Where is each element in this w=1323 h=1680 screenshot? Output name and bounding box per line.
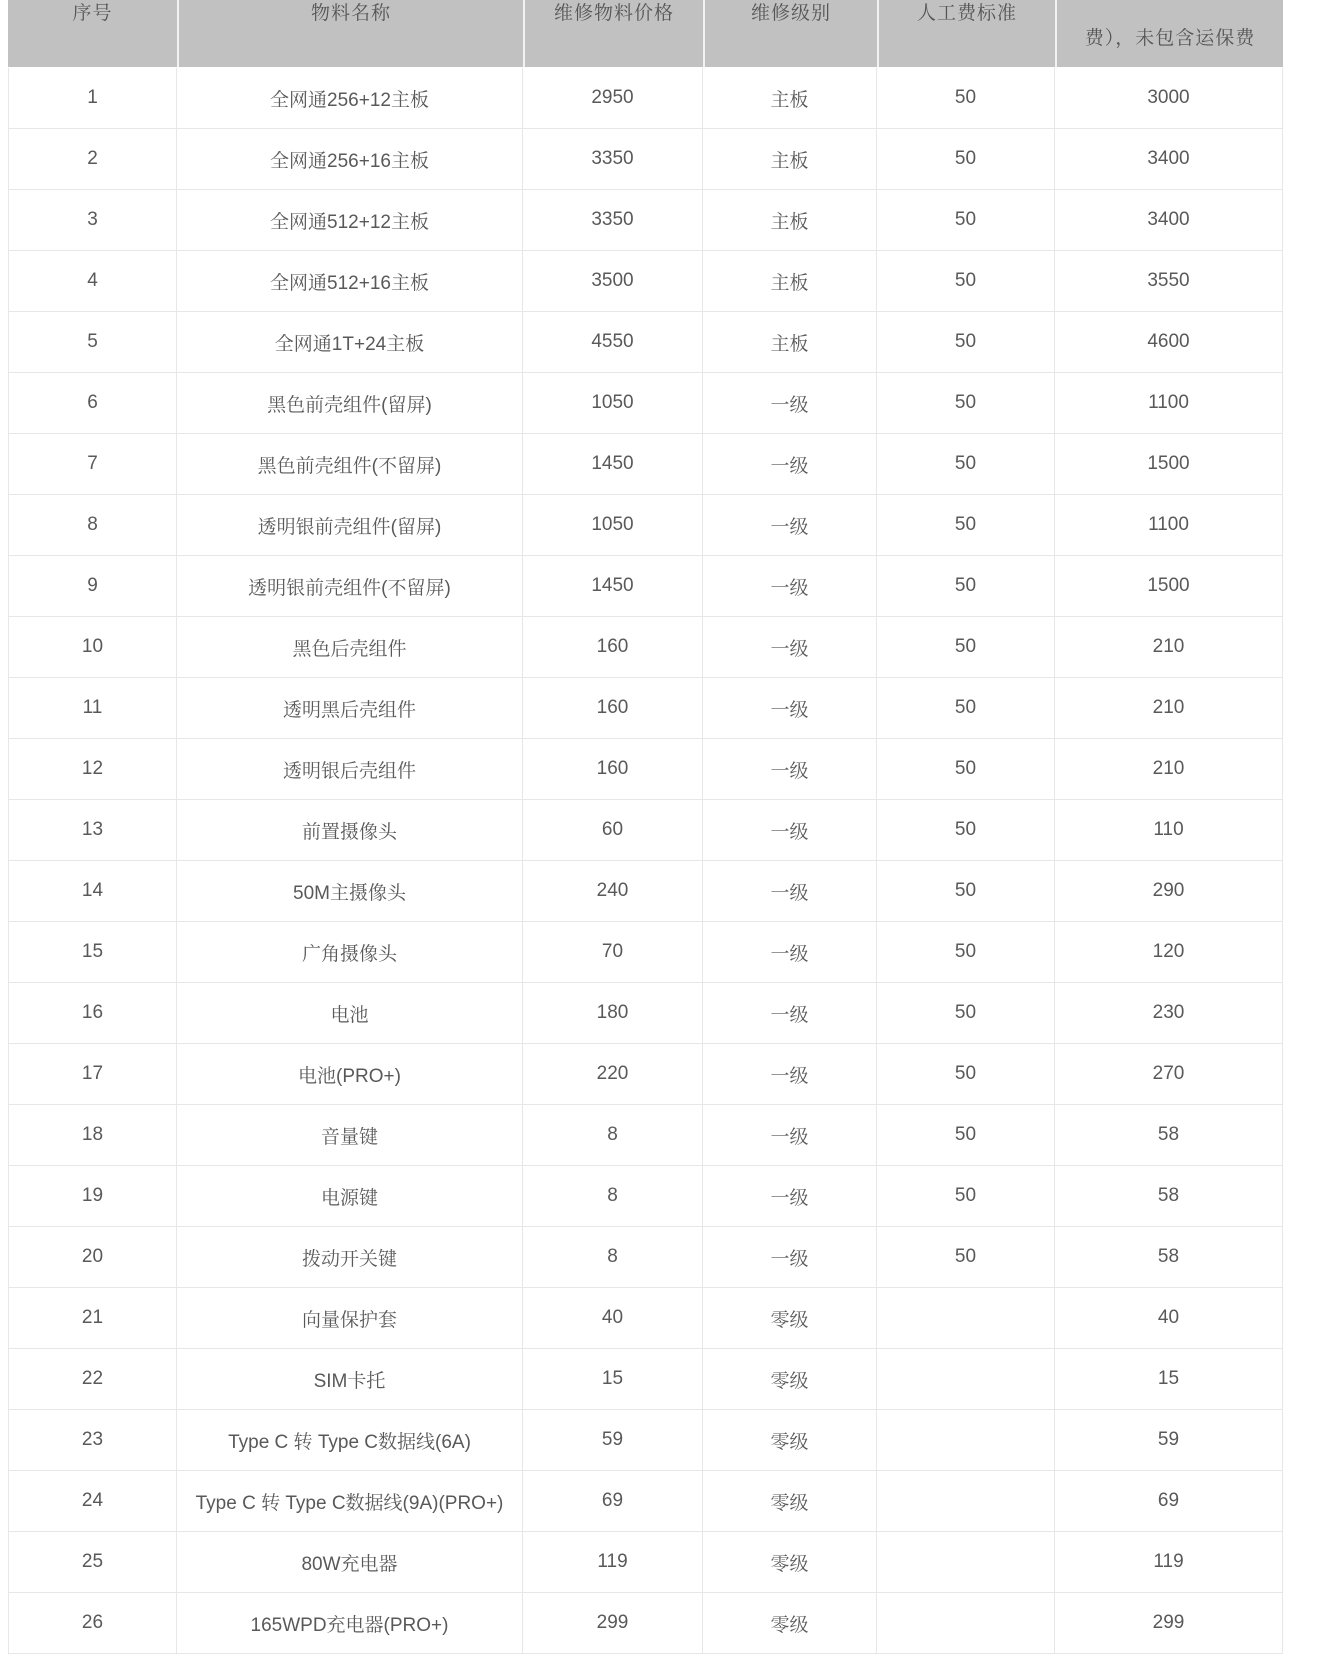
cell-price: 60	[523, 800, 703, 860]
table-row	[8, 1410, 1283, 1471]
cell-labor	[877, 1349, 1055, 1409]
cell-total: 270	[1055, 1044, 1283, 1104]
table-row	[8, 861, 1283, 922]
cell-no: 11	[8, 678, 177, 738]
cell-name: 拨动开关键	[177, 1227, 523, 1287]
cell-name: 全网通256+12主板	[177, 68, 523, 128]
cell-labor: 50	[877, 678, 1055, 738]
table-row	[8, 1532, 1283, 1593]
table-row	[8, 68, 1283, 129]
cell-name: 50M主摄像头	[177, 861, 523, 921]
cell-total: 58	[1055, 1227, 1283, 1287]
cell-price: 240	[523, 861, 703, 921]
table-row	[8, 739, 1283, 800]
cell-no: 20	[8, 1227, 177, 1287]
cell-price: 70	[523, 922, 703, 982]
cell-total: 290	[1055, 861, 1283, 921]
table-row	[8, 1166, 1283, 1227]
cell-no: 6	[8, 373, 177, 433]
table-row	[8, 983, 1283, 1044]
cell-name: 透明银前壳组件(留屏)	[177, 495, 523, 555]
table-row	[8, 1593, 1283, 1654]
cell-total: 1500	[1055, 556, 1283, 616]
table-row	[8, 1471, 1283, 1532]
cell-no: 5	[8, 312, 177, 372]
cell-name: 电池	[177, 983, 523, 1043]
cell-total: 210	[1055, 617, 1283, 677]
cell-level: 一级	[703, 922, 877, 982]
header-label-labor: 人工费标准	[916, 3, 1017, 24]
table-row	[8, 800, 1283, 861]
cell-total: 3550	[1055, 251, 1283, 311]
cell-name: 音量键	[177, 1105, 523, 1165]
cell-price: 299	[523, 1593, 703, 1653]
cell-no: 26	[8, 1593, 177, 1653]
cell-price: 3500	[523, 251, 703, 311]
cell-price: 160	[523, 678, 703, 738]
table-row	[8, 1288, 1283, 1349]
cell-name: 透明银后壳组件	[177, 739, 523, 799]
cell-labor: 50	[877, 800, 1055, 860]
cell-price: 59	[523, 1410, 703, 1470]
header-cell-labor	[877, 0, 1055, 67]
table-row	[8, 1349, 1283, 1410]
cell-labor: 50	[877, 861, 1055, 921]
cell-level: 一级	[703, 1166, 877, 1226]
cell-name: 黑色后壳组件	[177, 617, 523, 677]
cell-labor: 50	[877, 312, 1055, 372]
cell-level: 一级	[703, 373, 877, 433]
cell-no: 10	[8, 617, 177, 677]
table-row	[8, 373, 1283, 434]
header-cell-level	[703, 0, 877, 67]
cell-labor	[877, 1471, 1055, 1531]
cell-labor	[877, 1532, 1055, 1592]
table-row	[8, 922, 1283, 983]
cell-price: 160	[523, 739, 703, 799]
cell-level: 一级	[703, 434, 877, 494]
cell-labor	[877, 1593, 1055, 1653]
cell-total: 3400	[1055, 190, 1283, 250]
repair-price-table	[8, 0, 1283, 1654]
cell-name: 全网通1T+24主板	[177, 312, 523, 372]
cell-no: 18	[8, 1105, 177, 1165]
cell-name: 全网通512+12主板	[177, 190, 523, 250]
table-row	[8, 312, 1283, 373]
cell-name: 电池(PRO+)	[177, 1044, 523, 1104]
cell-level: 一级	[703, 739, 877, 799]
cell-total: 1100	[1055, 373, 1283, 433]
cell-price: 119	[523, 1532, 703, 1592]
cell-total: 110	[1055, 800, 1283, 860]
cell-no: 24	[8, 1471, 177, 1531]
cell-total: 210	[1055, 678, 1283, 738]
cell-no: 3	[8, 190, 177, 250]
cell-no: 12	[8, 739, 177, 799]
cell-level: 零级	[703, 1288, 877, 1348]
cell-total: 58	[1055, 1166, 1283, 1226]
cell-name: 80W充电器	[177, 1532, 523, 1592]
table-row	[8, 495, 1283, 556]
cell-level: 主板	[703, 129, 877, 189]
cell-no: 23	[8, 1410, 177, 1470]
cell-name: 前置摄像头	[177, 800, 523, 860]
cell-level: 一级	[703, 800, 877, 860]
cell-price: 8	[523, 1105, 703, 1165]
cell-labor: 50	[877, 68, 1055, 128]
cell-price: 2950	[523, 68, 703, 128]
cell-price: 1450	[523, 434, 703, 494]
cell-labor	[877, 1288, 1055, 1348]
cell-price: 8	[523, 1227, 703, 1287]
cell-level: 一级	[703, 1227, 877, 1287]
header-label-level: 维修级别	[750, 3, 831, 24]
cell-name: 黑色前壳组件(不留屏)	[177, 434, 523, 494]
cell-no: 13	[8, 800, 177, 860]
cell-price: 180	[523, 983, 703, 1043]
header-label-total: 费），未包含运保费	[1084, 28, 1256, 49]
cell-level: 零级	[703, 1593, 877, 1653]
cell-no: 21	[8, 1288, 177, 1348]
cell-total: 69	[1055, 1471, 1283, 1531]
cell-labor: 50	[877, 922, 1055, 982]
table-row	[8, 617, 1283, 678]
cell-level: 一级	[703, 495, 877, 555]
cell-level: 一级	[703, 1044, 877, 1104]
cell-price: 40	[523, 1288, 703, 1348]
cell-no: 4	[8, 251, 177, 311]
cell-total: 3400	[1055, 129, 1283, 189]
cell-price: 3350	[523, 190, 703, 250]
table-row	[8, 434, 1283, 495]
cell-no: 8	[8, 495, 177, 555]
header-cell-price	[523, 0, 703, 67]
cell-total: 4600	[1055, 312, 1283, 372]
cell-labor: 50	[877, 617, 1055, 677]
cell-no: 7	[8, 434, 177, 494]
cell-labor: 50	[877, 373, 1055, 433]
header-cell-no	[8, 0, 177, 67]
cell-name: Type C 转 Type C数据线(6A)	[177, 1410, 523, 1470]
cell-level: 主板	[703, 190, 877, 250]
cell-level: 一级	[703, 556, 877, 616]
cell-no: 17	[8, 1044, 177, 1104]
cell-labor	[877, 1410, 1055, 1470]
cell-level: 零级	[703, 1532, 877, 1592]
header-label-price: 维修物料价格	[553, 3, 674, 24]
cell-total: 119	[1055, 1532, 1283, 1592]
cell-price: 160	[523, 617, 703, 677]
cell-labor: 50	[877, 1044, 1055, 1104]
cell-labor: 50	[877, 495, 1055, 555]
cell-name: 电源键	[177, 1166, 523, 1226]
cell-total: 230	[1055, 983, 1283, 1043]
header-label-name: 物料名称	[310, 3, 391, 24]
header-cell-total	[1055, 0, 1283, 67]
cell-total: 3000	[1055, 68, 1283, 128]
cell-price: 220	[523, 1044, 703, 1104]
cell-level: 零级	[703, 1349, 877, 1409]
cell-no: 16	[8, 983, 177, 1043]
cell-price: 3350	[523, 129, 703, 189]
cell-price: 1450	[523, 556, 703, 616]
cell-total: 299	[1055, 1593, 1283, 1653]
cell-name: Type C 转 Type C数据线(9A)(PRO+)	[177, 1471, 523, 1531]
table-row	[8, 556, 1283, 617]
cell-no: 19	[8, 1166, 177, 1226]
cell-no: 2	[8, 129, 177, 189]
table-row	[8, 1227, 1283, 1288]
cell-no: 22	[8, 1349, 177, 1409]
cell-no: 1	[8, 68, 177, 128]
cell-labor: 50	[877, 1166, 1055, 1226]
cell-total: 1500	[1055, 434, 1283, 494]
cell-total: 1100	[1055, 495, 1283, 555]
cell-labor: 50	[877, 434, 1055, 494]
table-row	[8, 129, 1283, 190]
cell-name: 165WPD充电器(PRO+)	[177, 1593, 523, 1653]
cell-total: 210	[1055, 739, 1283, 799]
cell-level: 一级	[703, 983, 877, 1043]
cell-name: SIM卡托	[177, 1349, 523, 1409]
cell-name: 黑色前壳组件(留屏)	[177, 373, 523, 433]
cell-name: 全网通512+16主板	[177, 251, 523, 311]
cell-level: 一级	[703, 678, 877, 738]
cell-total: 40	[1055, 1288, 1283, 1348]
cell-price: 1050	[523, 373, 703, 433]
cell-level: 主板	[703, 251, 877, 311]
cell-labor: 50	[877, 251, 1055, 311]
table-row	[8, 190, 1283, 251]
cell-name: 向量保护套	[177, 1288, 523, 1348]
cell-level: 一级	[703, 617, 877, 677]
cell-no: 14	[8, 861, 177, 921]
cell-name: 全网通256+16主板	[177, 129, 523, 189]
cell-level: 一级	[703, 1105, 877, 1165]
cell-level: 一级	[703, 861, 877, 921]
cell-no: 15	[8, 922, 177, 982]
cell-level: 零级	[703, 1410, 877, 1470]
table-body	[8, 68, 1283, 1654]
cell-level: 零级	[703, 1471, 877, 1531]
cell-price: 8	[523, 1166, 703, 1226]
cell-name: 透明银前壳组件(不留屏)	[177, 556, 523, 616]
cell-price: 4550	[523, 312, 703, 372]
cell-total: 59	[1055, 1410, 1283, 1470]
cell-price: 1050	[523, 495, 703, 555]
cell-total: 58	[1055, 1105, 1283, 1165]
cell-labor: 50	[877, 1227, 1055, 1287]
cell-level: 主板	[703, 68, 877, 128]
table-row	[8, 251, 1283, 312]
cell-labor: 50	[877, 1105, 1055, 1165]
cell-labor: 50	[877, 739, 1055, 799]
table-row	[8, 678, 1283, 739]
cell-level: 主板	[703, 312, 877, 372]
header-label-no: 序号	[72, 3, 113, 24]
cell-no: 25	[8, 1532, 177, 1592]
cell-labor: 50	[877, 983, 1055, 1043]
cell-name: 广角摄像头	[177, 922, 523, 982]
cell-price: 69	[523, 1471, 703, 1531]
table-row	[8, 1105, 1283, 1166]
cell-total: 120	[1055, 922, 1283, 982]
cell-labor: 50	[877, 556, 1055, 616]
table-header-row	[8, 0, 1283, 68]
cell-labor: 50	[877, 129, 1055, 189]
table-row	[8, 1044, 1283, 1105]
header-cell-name	[177, 0, 523, 67]
cell-name: 透明黑后壳组件	[177, 678, 523, 738]
cell-no: 9	[8, 556, 177, 616]
cell-total: 15	[1055, 1349, 1283, 1409]
cell-labor: 50	[877, 190, 1055, 250]
cell-price: 15	[523, 1349, 703, 1409]
